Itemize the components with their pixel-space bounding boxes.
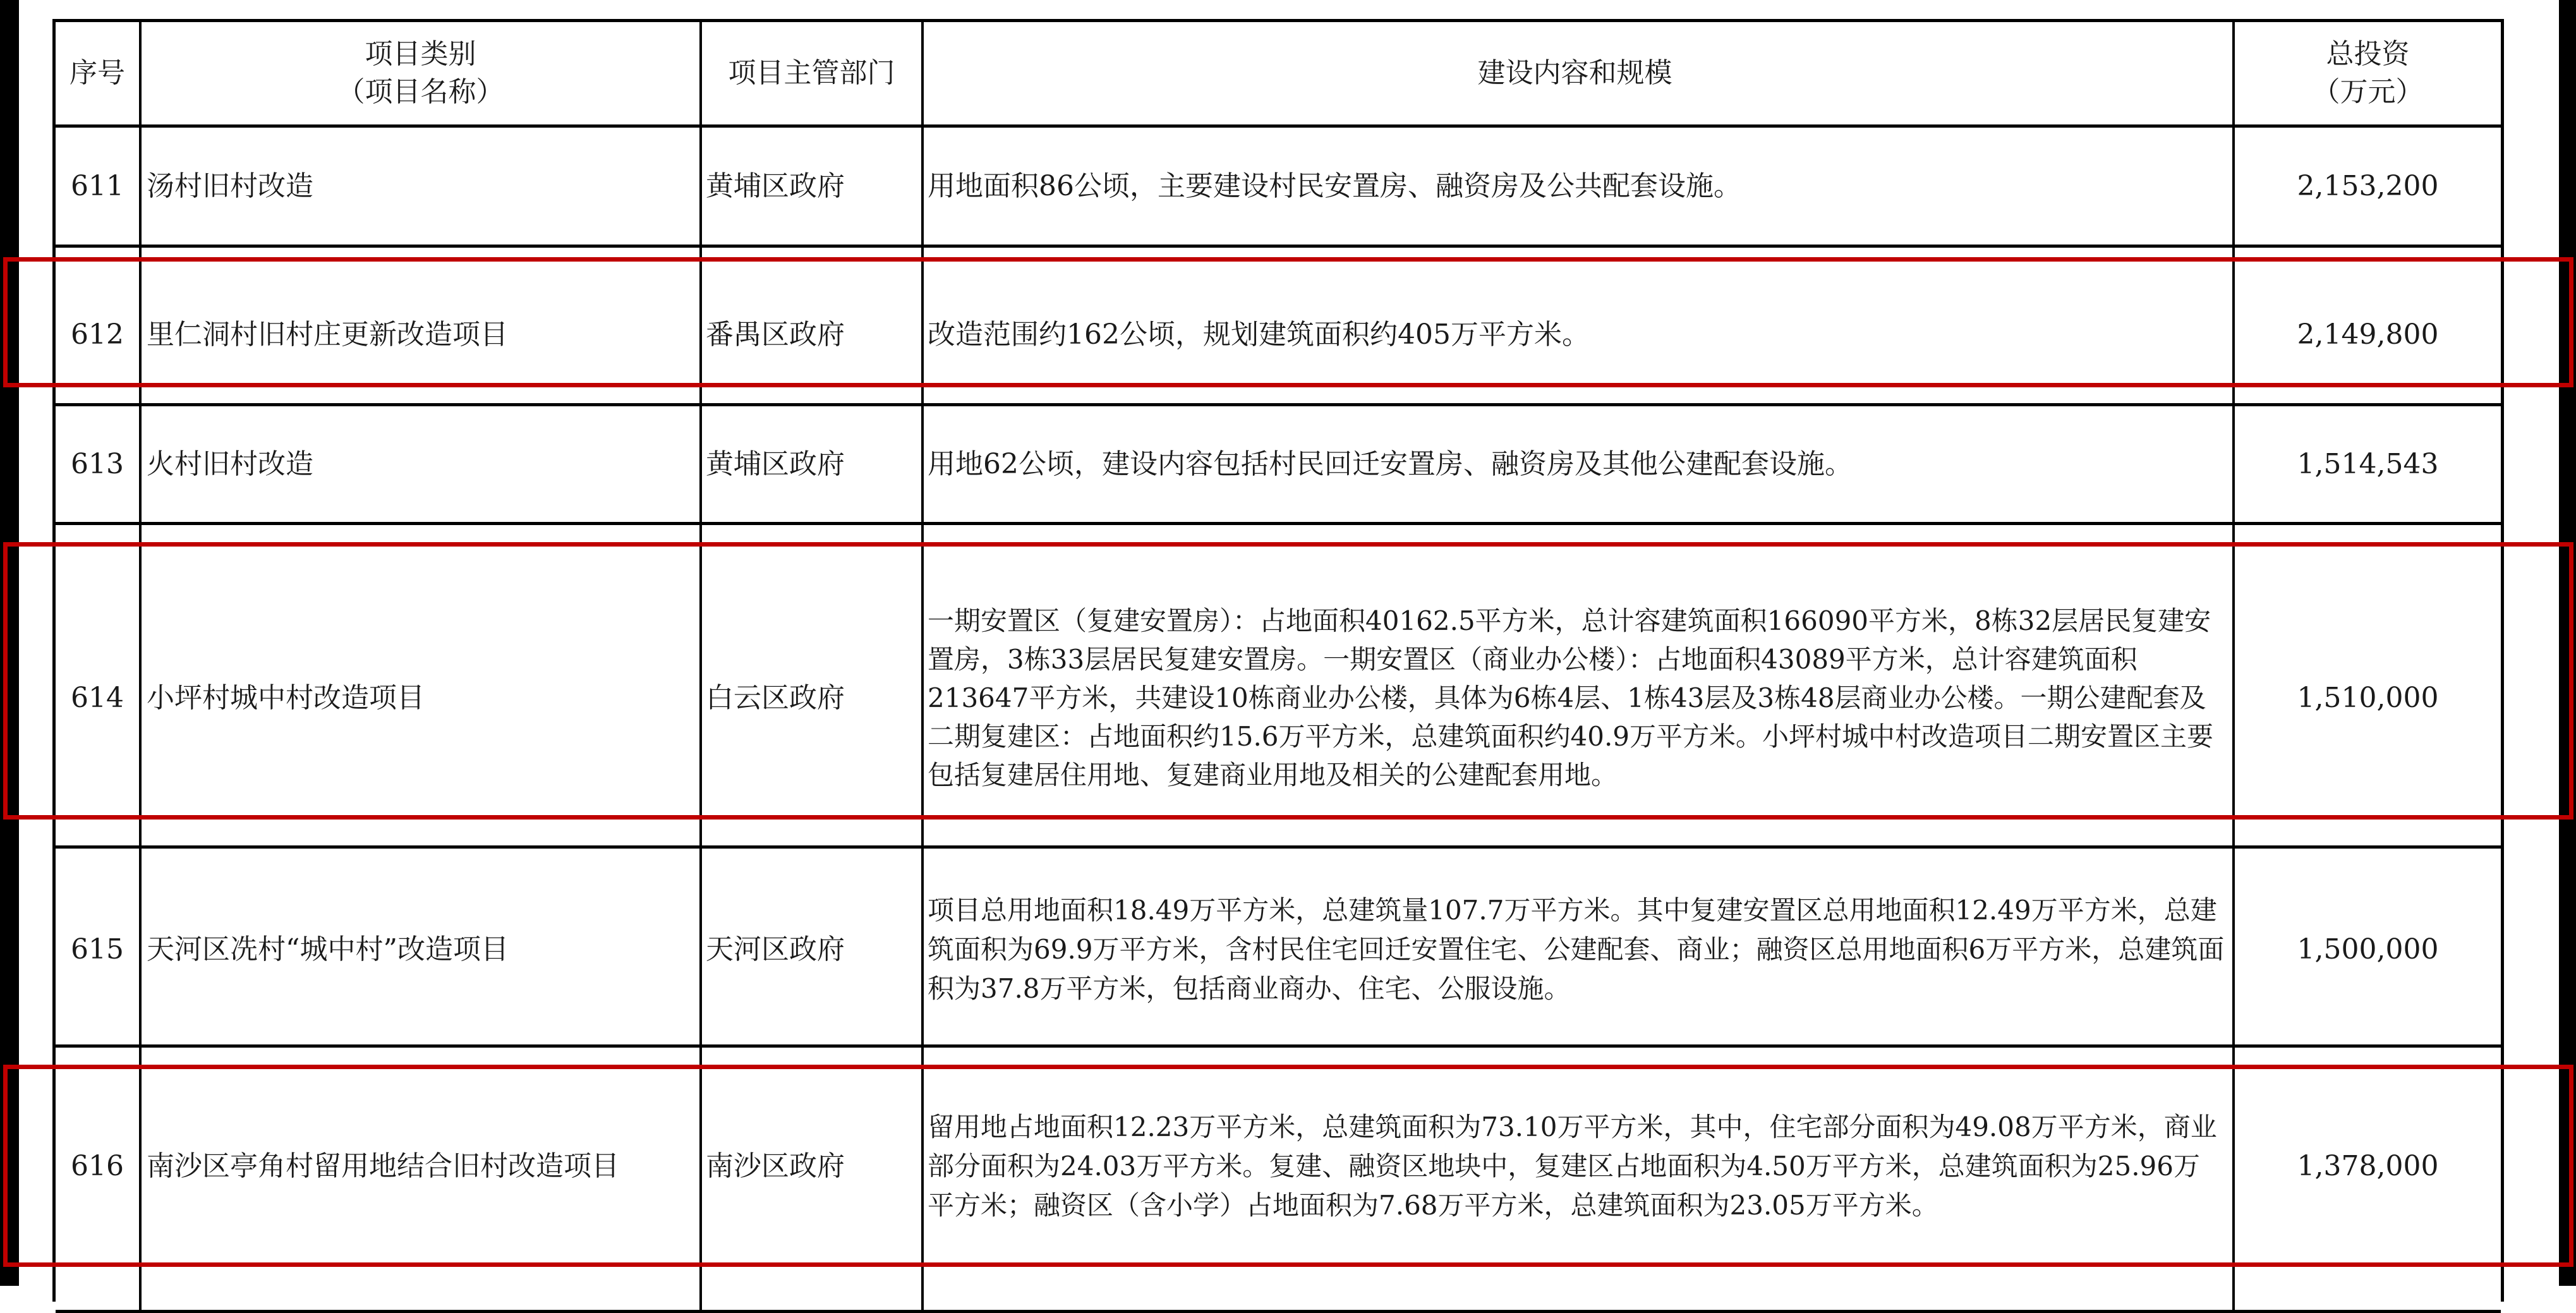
row-investment: 1,378,000 (2232, 1048, 2501, 1310)
table-row (56, 849, 2501, 1048)
table-row (56, 128, 2501, 248)
row-project-name: 南沙区亭角村留用地结合旧村改造项目 (139, 1048, 699, 1310)
row-project-name: 火村旧村改造 (139, 406, 699, 522)
row-investment: 1,514,543 (2232, 406, 2501, 522)
row-department: 黄埔区政府 (699, 406, 921, 522)
header-name-line2: （项目名称） (337, 76, 504, 108)
header-investment (2232, 22, 2501, 124)
row-description: 项目总用地面积18.49万平方米，总建筑量107.7万平方米。其中复建安置区总用地面积12.49万平方米，总建筑面积为69.9万平方米，含村民住宅回迁安置住宅、公建配套、商业；融资区总用地面积6万平方米，总建筑面积为37.8万平方米，包括商业商办、住宅、公服设施。 (921, 849, 2232, 1044)
header-no-label: 序号 (70, 57, 125, 89)
row-no: 616 (71, 1149, 124, 1182)
row-investment: 2,153,200 (2232, 128, 2501, 245)
header-desc-label: 建设内容和规模 (1477, 57, 1672, 89)
row-no: 615 (71, 933, 124, 965)
row-department: 天河区政府 (699, 849, 921, 1044)
header-investment-line2: （万元） (2312, 76, 2424, 108)
row-project-name: 汤村旧村改造 (139, 128, 699, 245)
row-no: 612 (71, 318, 124, 351)
row-project-name: 小坪村城中村改造项目 (139, 525, 699, 845)
right-black-strip (2559, 0, 2576, 1286)
table-header-row (56, 22, 2501, 128)
header-name (139, 22, 699, 124)
project-table (52, 19, 2504, 1302)
left-black-strip (0, 0, 19, 1286)
header-dept-label: 项目主管部门 (728, 57, 895, 89)
header-dept (699, 22, 921, 124)
row-project-name: 里仁洞村旧村庄更新改造项目 (139, 248, 699, 403)
header-desc (921, 22, 2232, 124)
row-description: 用地面积86公顷，主要建设村民安置房、融资房及公共配套设施。 (921, 128, 2232, 245)
row-no: 613 (71, 447, 124, 480)
row-description: 留用地占地面积12.23万平方米，总建筑面积为73.10万平方米，其中，住宅部分面积为49.08万平方米，商业部分面积为24.03万平方米。复建、融资区地块中，复建区占地面积为4.50万平方米，总建筑面积为25.96万平方米；融资区（含小学）占地面积为7.68万平方米，总建筑面积为23.05万平方米。 (921, 1048, 2232, 1310)
table-row (56, 525, 2501, 849)
row-investment: 1,510,000 (2232, 525, 2501, 845)
row-department: 黄埔区政府 (699, 128, 921, 245)
table-row (56, 248, 2501, 406)
header-no (56, 22, 139, 124)
row-no: 614 (71, 681, 124, 714)
table-row (56, 406, 2501, 525)
row-investment: 2,149,800 (2232, 248, 2501, 403)
row-project-name: 天河区冼村“城中村”改造项目 (139, 849, 699, 1044)
table-row (56, 1048, 2501, 1313)
row-department: 白云区政府 (699, 525, 921, 845)
row-no: 611 (71, 169, 124, 202)
header-name-line1: 项目类别 (365, 38, 476, 70)
row-investment: 1,500,000 (2232, 849, 2501, 1044)
row-department: 南沙区政府 (699, 1048, 921, 1310)
row-department: 番禺区政府 (699, 248, 921, 403)
row-description: 一期安置区（复建安置房）：占地面积40162.5平方米，总计容建筑面积166090平方米，8栋32层居民复建安置房，3栋33层居民复建安置房。一期安置区（商业办公楼）：占地面积43089平方米，总计容建筑面积213647平方米，共建设10栋商业办公楼，具体为6栋4层、1栋43层及3栋48层商业办公楼。一期公建配套及二期复建区：占地面积约15.6万平方米，总建筑面积约40.9万平方米。小坪村城中村改造项目二期安置区主要包括复建居住用地、复建商业用地及相关的公建配套用地。 (921, 525, 2232, 845)
header-investment-line1: 总投资 (2326, 38, 2410, 70)
row-description: 改造范围约162公顷，规划建筑面积约405万平方米。 (921, 248, 2232, 403)
row-description: 用地62公顷，建设内容包括村民回迁安置房、融资房及其他公建配套设施。 (921, 406, 2232, 522)
